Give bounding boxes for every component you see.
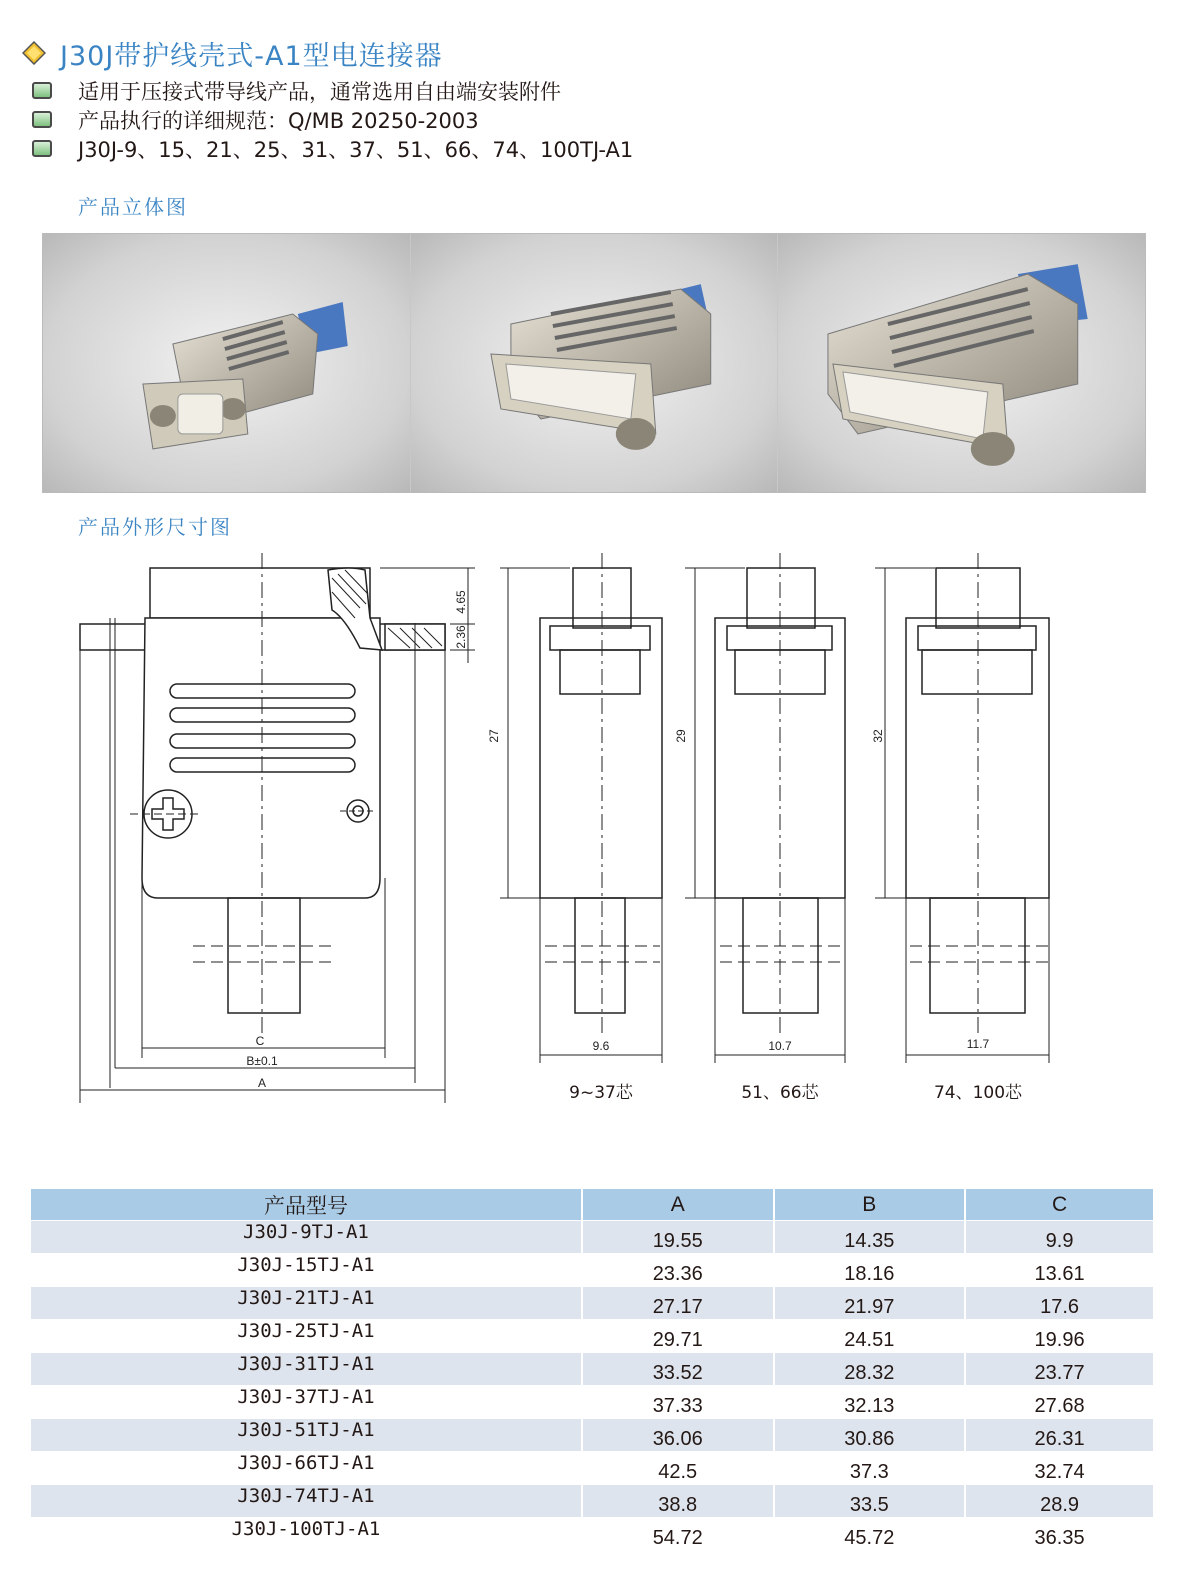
bullet-box-icon — [32, 111, 52, 128]
product-photo-medium — [411, 234, 779, 492]
dim-label-117: 11.7 — [966, 1037, 990, 1051]
product-photos — [42, 233, 1146, 493]
table-cell-c: 9.9 — [965, 1221, 1153, 1254]
table-cell-c: 17.6 — [965, 1287, 1153, 1320]
table-cell-a: 38.8 — [582, 1485, 774, 1518]
table-row — [31, 1386, 1153, 1419]
table-row — [31, 1518, 1153, 1551]
table-cell-model: J30J-66TJ-A1 — [31, 1452, 582, 1485]
table-cell-a: 29.71 — [582, 1320, 774, 1353]
table-cell-c: 28.9 — [965, 1485, 1153, 1518]
table-cell-a: 27.17 — [582, 1287, 774, 1320]
table-cell-model: J30J-31TJ-A1 — [31, 1353, 582, 1386]
dim-label-32: 32 — [871, 729, 885, 743]
table-cell-b: 30.86 — [774, 1419, 966, 1452]
product-photo-small — [43, 234, 411, 492]
table-cell-model: J30J-51TJ-A1 — [31, 1419, 582, 1452]
table-cell-b: 45.72 — [774, 1518, 966, 1551]
table-cell-c: 19.96 — [965, 1320, 1153, 1353]
table-row — [31, 1221, 1153, 1254]
table-cell-b: 14.35 — [774, 1221, 966, 1254]
page-title: J30J带护线壳式-A1型电连接器 — [60, 40, 443, 72]
bullet-box-icon — [32, 140, 52, 157]
section-heading-drawing: 产品外形尺寸图 — [78, 515, 232, 539]
column-header-b: B — [774, 1189, 966, 1221]
table-row — [31, 1254, 1153, 1287]
caption-9-37: 9~37芯 — [569, 1083, 633, 1103]
column-header-c: C — [965, 1189, 1153, 1221]
diamond-bullet-icon — [22, 41, 46, 65]
title-row — [22, 36, 443, 70]
table-cell-c: 26.31 — [965, 1419, 1153, 1452]
dim-label-96: 9.6 — [592, 1039, 610, 1053]
dim-label-a: A — [257, 1076, 267, 1090]
column-header-a: A — [582, 1189, 774, 1221]
table-cell-b: 37.3 — [774, 1452, 966, 1485]
table-cell-b: 32.13 — [774, 1386, 966, 1419]
table-row — [31, 1320, 1153, 1353]
dimension-drawing — [70, 548, 1080, 1108]
table-cell-c: 27.68 — [965, 1386, 1153, 1419]
dim-label-465: 4.65 — [454, 590, 468, 614]
table-row — [31, 1353, 1153, 1386]
table-cell-model: J30J-100TJ-A1 — [31, 1518, 582, 1551]
dim-label-107: 10.7 — [768, 1039, 792, 1053]
side-view-9-37 — [487, 553, 662, 1063]
table-cell-model: J30J-21TJ-A1 — [31, 1287, 582, 1320]
dimension-table — [31, 1189, 1153, 1550]
table-cell-a: 23.36 — [582, 1254, 774, 1287]
table-cell-a: 54.72 — [582, 1518, 774, 1551]
caption-51-66: 51、66芯 — [741, 1083, 819, 1103]
table-cell-b: 18.16 — [774, 1254, 966, 1287]
table-cell-b: 21.97 — [774, 1287, 966, 1320]
feature-text: 适用于压接式带导线产品，通常选用自由端安装附件 — [78, 79, 561, 104]
feature-item — [32, 105, 633, 134]
side-view-74-100 — [871, 553, 1049, 1063]
product-photo-large — [778, 234, 1145, 492]
dim-label-236: 2.36 — [454, 625, 468, 649]
table-cell-c: 13.61 — [965, 1254, 1153, 1287]
dim-label-27: 27 — [487, 729, 501, 743]
table-cell-c: 23.77 — [965, 1353, 1153, 1386]
table-cell-b: 33.5 — [774, 1485, 966, 1518]
table-cell-a: 42.5 — [582, 1452, 774, 1485]
table-row — [31, 1419, 1153, 1452]
section-heading-photos: 产品立体图 — [78, 195, 188, 219]
side-view-51-66 — [674, 553, 845, 1063]
table-row — [31, 1287, 1153, 1320]
column-header-model: 产品型号 — [31, 1189, 582, 1221]
table-cell-a: 33.52 — [582, 1353, 774, 1386]
caption-74-100: 74、100芯 — [933, 1083, 1023, 1103]
dim-label-b: B±0.1 — [246, 1054, 278, 1068]
table-cell-a: 37.33 — [582, 1386, 774, 1419]
dim-label-29: 29 — [674, 729, 688, 743]
feature-text: J30J-9、15、21、25、31、37、51、66、74、100TJ-A1 — [78, 137, 634, 162]
table-cell-model: J30J-9TJ-A1 — [31, 1221, 582, 1254]
table-cell-a: 36.06 — [582, 1419, 774, 1452]
table-cell-model: J30J-15TJ-A1 — [31, 1254, 582, 1287]
table-cell-model: J30J-74TJ-A1 — [31, 1485, 582, 1518]
feature-text: 产品执行的详细规范：Q/MB 20250-2003 — [78, 108, 479, 133]
feature-item — [32, 134, 633, 163]
table-cell-a: 19.55 — [582, 1221, 774, 1254]
table-cell-b: 28.32 — [774, 1353, 966, 1386]
table-cell-model: J30J-37TJ-A1 — [31, 1386, 582, 1419]
dim-label-c: C — [255, 1034, 265, 1048]
table-cell-c: 32.74 — [965, 1452, 1153, 1485]
table-header-row — [31, 1189, 1153, 1221]
bullet-box-icon — [32, 82, 52, 99]
table-cell-b: 24.51 — [774, 1320, 966, 1353]
front-view — [80, 553, 475, 1103]
table-row — [31, 1485, 1153, 1518]
feature-item — [32, 76, 633, 105]
feature-list — [32, 76, 633, 163]
table-cell-model: J30J-25TJ-A1 — [31, 1320, 582, 1353]
table-row — [31, 1452, 1153, 1485]
table-cell-c: 36.35 — [965, 1518, 1153, 1551]
